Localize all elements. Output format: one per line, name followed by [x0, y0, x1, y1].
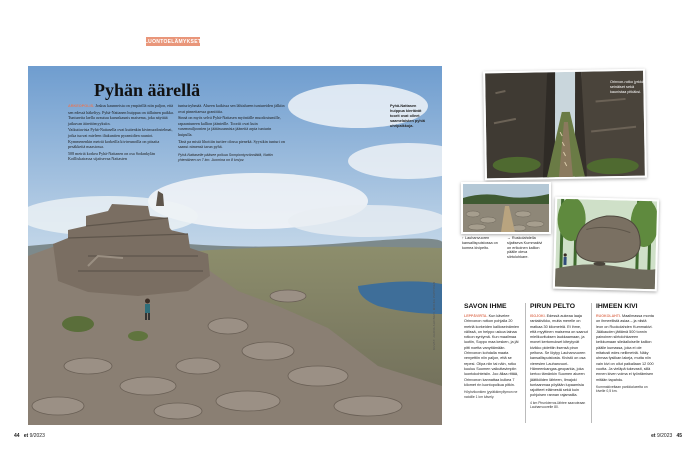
column-text	[596, 314, 654, 383]
column-text	[530, 314, 588, 399]
column-lead: LEPPÄVIRTA.	[464, 314, 488, 318]
folio-page: 45	[676, 433, 682, 439]
folio-right	[651, 433, 682, 439]
folio-magazine: et	[23, 433, 29, 439]
column-footnote: Kummakiveltaan parkkialueelta on kivelle 0,5 km.	[596, 384, 648, 394]
column-footnote: Höyhvikonkien jyyräkkimyllymon ne natollle 1 km kävely.	[464, 390, 518, 399]
column-ihmeen-kivi	[596, 303, 654, 394]
photo-balancing-rock	[553, 197, 659, 292]
column-savon-ihme	[464, 303, 522, 399]
body-column-2	[178, 103, 286, 163]
column-text	[464, 314, 522, 388]
column-body: Maailmassa monta on ihmeellistä asiaa – ja niistä leon on Ruokolahden Kummakivi. Jääkauden jättämä 500 tonnin painoinen siirtolohkareen keikkumaan sileäalloiselle kallion päälle kumassa, joka ei ole mitatusti edes nellimetriä. Näky uhmaa fysiikan lakeja, mutta niin vain kivi on ollut paikallaan 12 000 vuotta. Ja vieläpä tukevasti, sillä ennen kiven voima ei työntämisen mitään tapahdu.	[596, 314, 654, 382]
column-lead: ISOJOKI.	[530, 314, 546, 318]
column-body: Edessä aukeaa laaja rantakivikko, mutta merelle on matkaa 30 kilometriä. Et ihme, että myyttinen maisema on saanut mielikuvituksen laukkaamaan, ja monet kertomukset kiteytyvät kivikko pidettiin itsensä pirun peltona. Se löytyy Lauhanvuoren kansallispuistosta. Kivistö on osa vieresien Lauhanvuori-Hämeenkangas-geoparkia, joka kertoo tämänkin Suomen alueen jäätiköiden lähteen, Ilmajoki tuntaanmaa pöytään lupaamisia rajoitteet eläimestä sekä kuin pohjoisen rannan rajamailla.	[530, 314, 588, 398]
body-paragraph: tunturiryhmää. Alueen kaikissa sen lähialueen tuntureiden jälkiin ovat pinnettaessa graniittia.	[178, 103, 285, 114]
body-caption: Pyhä-Nattaselle pääsee polkua Sompiontyrvännlätiä, Nattin yhtenäinen on 7 km. Juomina on 8 km/pv.	[178, 152, 273, 162]
column-heading: PIRUN PELTO	[530, 303, 576, 310]
photo-credit: KUVAT: JAANA AHONEN, MIIKKA PAPPINEN	[432, 281, 436, 350]
column-lead: RUOKOLAHTI.	[596, 314, 621, 318]
photo-note-boulder-field: ↑ Lauhanvuoren kansallispuistossa on komea kivipelto.	[462, 236, 498, 250]
folio-page: 44	[14, 433, 20, 439]
column-divider	[525, 303, 526, 423]
photo-note-gorge: Orinvon-rotko jyrkkä-seinäiset sekä kaunistaa pitkäksi.	[610, 80, 646, 94]
column-divider	[591, 303, 592, 423]
body-paragraph: 508 metriä korkea Pyhä-Nattanen on osa Sodankylän Koilliskairassa sijaitsevaa Nattasten	[68, 150, 156, 162]
column-footnote: 4 km Pirunkierros-lähtee saavuteaan Lauhanvuorelle 80.	[530, 400, 586, 410]
column-body: Kun kävelee Orinvonon rotkon pohjalla 20 metriä korkeiden kallioseinämien välissä, on helppo uskoa lainaa rotkon syntymä. Kun maailmaa luotiin, Soppo maa kesken, ja jäi pitti noetta vanyttämään. Orinvonon kohdalla maata venyettiin niin paljon, että se repesi. Olipa niin tai näin, rotko kuuluu Suomen vaikuttavimpiin luontokohteisiin. Joo ällaa rittää, Orinvonon kannattaa kulkea 7 kilomet rin luontopolkua pitkin.	[464, 314, 520, 387]
body-column-1	[68, 103, 176, 163]
article-title: Pyhän äärellä	[94, 80, 201, 100]
folio-magazine: et	[651, 433, 656, 439]
body-paragraph: Vaikuttavista Pyhä-Nattasella ovat kuitenkin kivimuodostelmat, jotka tuovat mieleen iltakuntien pyramidien rauniot. Kymmenenkin metriä korkeilla kivireunoilla on pitsaita pesäkkeitä maastossa.	[68, 127, 173, 150]
photo-caption: Pyhä-Nattasen huippua kiertävät toorit ovat olleet saamelaisten pyhiä uhripaikkoja.	[390, 104, 425, 128]
photo-boulder-field	[461, 182, 551, 234]
folio-issue: 9/2023	[29, 433, 45, 439]
photo-note-balancing-rock: → Ruskolahdella sijaitseva Kummakivi on erikoinen kallion päälle oleva siirtolohkare.	[507, 236, 543, 260]
section-tag: LUONTOELÄMYKSET	[144, 38, 202, 45]
folio-issue: 9/2023	[656, 433, 673, 439]
body-paragraph: Sinnä on myös selvä Pyhä-Nattasen myöntälle muodostumille, rapaantuneen kallion jäänteille. Tooriit ovat kuin vasemmiljoonien ja jäätäsuunnista jääneitä arpia tunturin huipulla.	[178, 115, 281, 137]
body-paragraph: Tänä pa mistä lihottiin turtiee olossa pienekä. Syystkin tunturi on saanut nimensä tarun pyhä.	[178, 138, 285, 150]
column-heading: SAVON IHME	[464, 303, 507, 310]
body-paragraph: Joskus kaunneista on ympärillä niin paljon, että sen edessä häkeltyy. Pyhä-Nattanen huippua on tällainen paikka. Tuntureita laella avautuu kurunkaunis maisema, joka näyttää jatkuvan äärettömyyksiin.	[68, 103, 174, 126]
column-heading: IHMEEN KIVI	[596, 303, 638, 310]
lead-word: ARKEOPOLIS.	[68, 104, 95, 108]
column-pirun-pelto	[530, 303, 588, 410]
folio-left	[14, 433, 45, 439]
